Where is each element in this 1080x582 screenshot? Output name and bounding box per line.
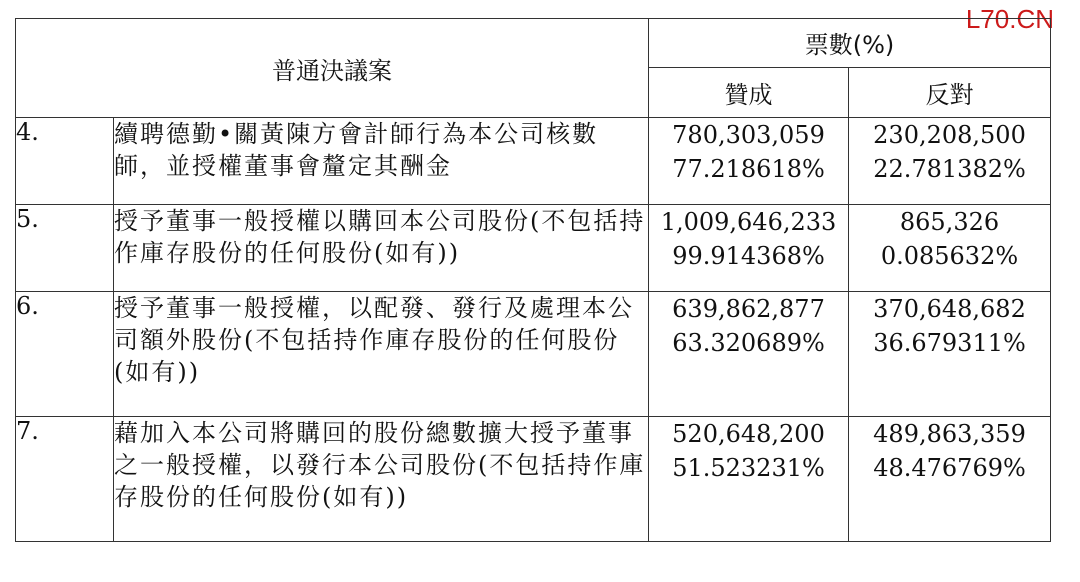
against-votes: 230,208,500 — [873, 121, 1026, 149]
voting-results-table — [15, 18, 1051, 542]
against-cell — [849, 205, 1051, 292]
for-votes: 520,648,200 — [672, 420, 825, 448]
resolution-text: 授予董事一般授權，以配發、發行及處理本公司額外股份(不包括持作庫存股份的任何股份(如有)) — [114, 292, 649, 417]
for-percent: 63.320689% — [672, 329, 825, 357]
against-percent: 36.679311% — [873, 329, 1026, 357]
against-votes: 489,863,359 — [873, 420, 1026, 448]
for-cell — [649, 205, 849, 292]
against-percent: 0.085632% — [880, 242, 1019, 270]
against-cell — [849, 417, 1051, 542]
header-for: 贊成 — [649, 67, 849, 117]
resolution-text: 授予董事一般授權以購回本公司股份(不包括持作庫存股份的任何股份(如有)) — [114, 205, 649, 292]
against-votes: 865,326 — [899, 208, 1000, 236]
for-percent: 99.914368% — [672, 242, 825, 270]
against-percent: 48.476769% — [873, 454, 1026, 482]
against-percent: 22.781382% — [873, 155, 1026, 183]
against-cell — [849, 292, 1051, 417]
header-votes-percent: 票數(%) — [649, 19, 1051, 68]
against-cell — [849, 118, 1051, 205]
resolution-number: 7. — [16, 417, 114, 542]
for-votes: 780,303,059 — [672, 121, 825, 149]
for-cell — [649, 417, 849, 542]
header-ordinary-resolutions: 普通決議案 — [16, 19, 649, 118]
table-row — [16, 118, 1051, 205]
table-row — [16, 417, 1051, 542]
resolution-number: 4. — [16, 118, 114, 205]
against-votes: 370,648,682 — [873, 295, 1026, 323]
table-row — [16, 292, 1051, 417]
for-cell — [649, 118, 849, 205]
table-row — [16, 205, 1051, 292]
resolution-number: 5. — [16, 205, 114, 292]
for-votes: 1,009,646,233 — [660, 208, 837, 236]
for-cell — [649, 292, 849, 417]
resolution-number: 6. — [16, 292, 114, 417]
for-percent: 77.218618% — [672, 155, 825, 183]
for-percent: 51.523231% — [672, 454, 825, 482]
header-against: 反對 — [849, 67, 1051, 117]
resolution-text: 續聘德勤•關黃陳方會計師行為本公司核數師，並授權董事會釐定其酬金 — [114, 118, 649, 205]
watermark-logo: L70.CN — [965, 4, 1054, 34]
for-votes: 639,862,877 — [672, 295, 825, 323]
resolution-text: 藉加入本公司將購回的股份總數擴大授予董事之一般授權，以發行本公司股份(不包括持作庫存股份的任何股份(如有)) — [114, 417, 649, 542]
